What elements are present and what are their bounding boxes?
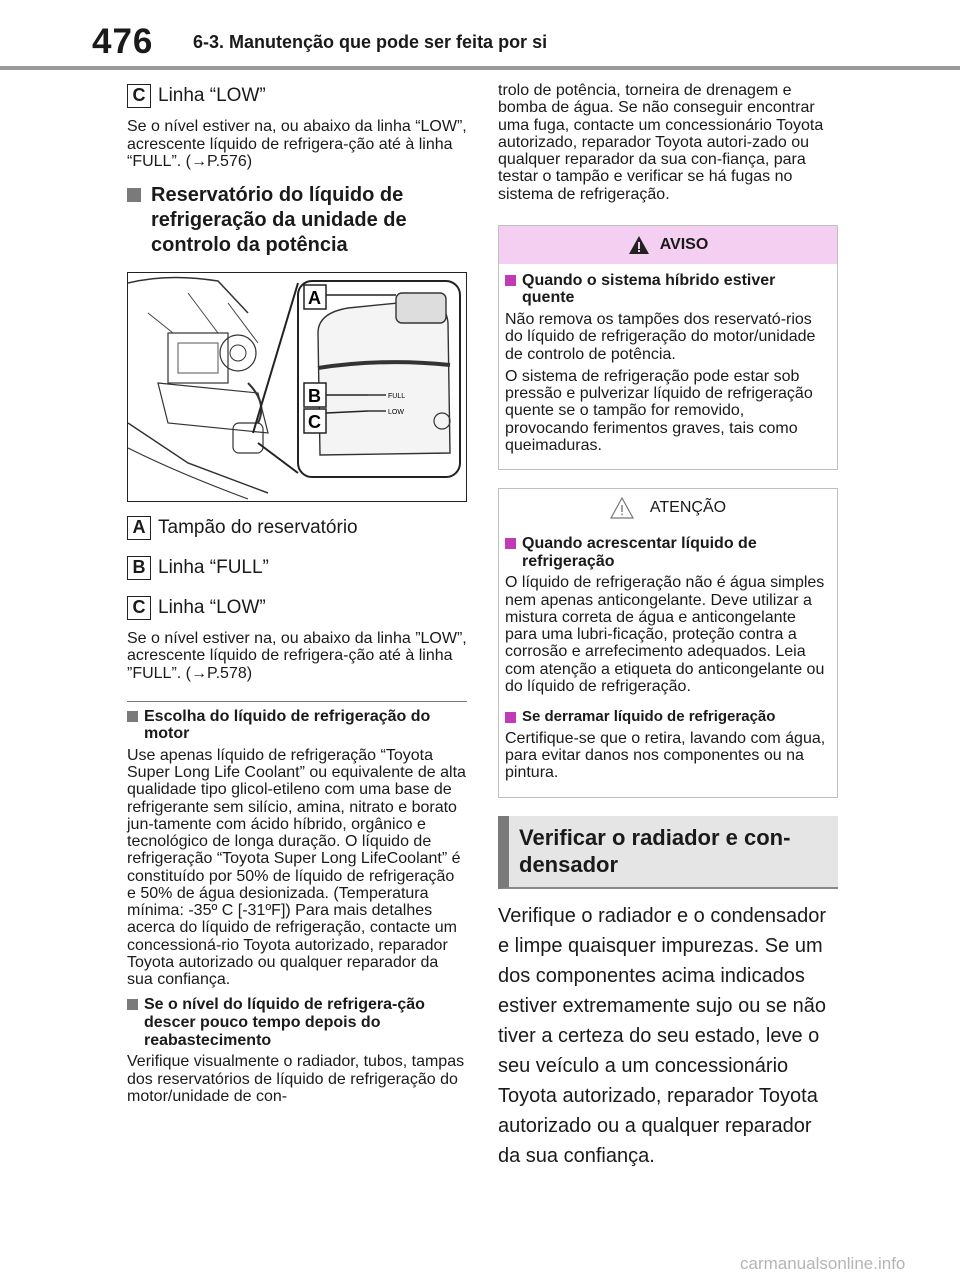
full-mark-label: FULL: [388, 392, 406, 400]
warning-title: AVISO: [659, 235, 709, 253]
low-mark-label: LOW: [388, 408, 404, 416]
figure-label-a: A: [308, 287, 321, 308]
callout-a: [127, 516, 467, 540]
coolant-choice-text: Use apenas líquido de refrigeração “Toyota Super Long Life Coolant” ou equivalente de alta qualidade tipo glicol-etileno com uma base de refrigerante sem silício, amina, nitrato e borato jun-tamente com ácido híbrido, orgânico e tecnológico de longa duração. O líquido de refrigeração “Toyota Super Long LifeCoolant” é constituído por 50% de líquido de refrigeração e 50% de água desionizada. (Temperatura mínima: -35º C [-31ºF]) Para mais detalhes acerca do líquido de refrigeração, contacte um concessioná-rio Toyota autorizado, reparador Toyota autorizado ou qualquer reparador da sua confiança.: [127, 746, 466, 989]
heading-coolant-choice: [127, 708, 467, 743]
caution-box: [498, 488, 838, 797]
badge-c: C: [127, 84, 151, 108]
badge-b: B: [127, 556, 151, 580]
square-bullet-icon: [127, 711, 138, 722]
divider: [127, 701, 467, 702]
heading-reservoir-text: Reservatório do líquido de refrigeração da unidade de controlo da potência: [151, 183, 407, 256]
callout-c: [127, 596, 467, 620]
header-rule: [0, 66, 960, 70]
heading-level-drop: [127, 996, 467, 1049]
callout-a-label: Tampão do reservatório: [158, 516, 358, 538]
square-bullet-icon: [505, 538, 516, 549]
right-column: [498, 82, 838, 1171]
square-bullet-icon: [505, 275, 516, 286]
caution-heading-1: [505, 535, 827, 570]
warning-p2: O sistema de refrigeração pode estar sob pressão e pulverizar líquido de refrigeração quente se o tampão for removido, provocando ferimentos graves, tais como queimaduras.: [505, 367, 813, 454]
caution-heading-2-text: Se derramar líquido de refrigeração: [522, 708, 776, 726]
reservoir-figure: [127, 272, 467, 502]
callout-b: [127, 556, 467, 580]
heading-coolant-choice-text: Escolha do líquido de refrigeração do motor: [144, 707, 431, 743]
heading-reservoir: [127, 183, 467, 258]
caution-heading-2: [505, 709, 827, 726]
caution-p2: Certifique-se que o retira, lavando com água, para evitar danos nos componentes ou na pintura.: [505, 729, 826, 782]
callout-c-top: [127, 84, 467, 108]
warning-heading-text: Quando o sistema híbrido estiver quente: [522, 271, 776, 307]
callout-label: Linha “LOW”: [158, 85, 266, 106]
warning-box: [498, 225, 838, 470]
continued-text: trolo de potência, torneira de drenagem e bomba de água. Se não conseguir encontrar uma fuga, contacte um concessionário Toyota autorizado, reparador Toyota autori-zado ou qualquer reparador da sua con-fiança, para testar o tampão e verificar se há fugas no sistema de refrigeração.: [498, 82, 824, 203]
radiator-text: Verifique o radiador e o condensador e limpe quaisquer impurezas. Se um dos componentes acima indicados estiver extremamente sujo ou se não tiver a certeza do seu estado, leve o seu veículo a um concessionário Toyota autorizado, reparador Toyota autorizado ou a qualquer reparador da sua confiança.: [498, 904, 827, 1167]
warning-header: [499, 226, 837, 264]
square-bullet-icon: [505, 712, 516, 723]
figure-label-c: C: [308, 411, 321, 432]
page-number: 476: [92, 22, 154, 61]
caution-heading-1-text: Quando acrescentar líquido de refrigeração: [522, 535, 757, 570]
section-title: 6-3. Manutenção que pode ser feita por si: [193, 32, 548, 52]
callout-c-label: Linha “LOW”: [158, 596, 266, 618]
left-column: [127, 84, 467, 1105]
warning-heading: [505, 272, 827, 307]
caution-body: [499, 527, 837, 796]
heading-level-drop-text: Se o nível do líquido de refrigera-ção descer pouco tempo depois do reabastecimento: [144, 996, 425, 1049]
figure-label-b: B: [308, 385, 321, 406]
square-bullet-icon: [127, 999, 138, 1010]
warning-p1: Não remova os tampões dos reservató-rios do líquido de refrigeração do motor/unidade de controlo de potência.: [505, 311, 816, 363]
callout-b-label: Linha “FULL”: [158, 556, 269, 578]
watermark: carmanualsonline.info: [740, 1254, 906, 1273]
engine-bay-illustration: [128, 273, 466, 501]
caution-header: [499, 489, 837, 527]
badge-c: C: [127, 596, 151, 620]
note-bottom: Se o nível estiver na, ou abaixo da linha ”LOW”, acrescente líquido de refrigera-ção até à linha ”FULL”. (→P.578): [127, 629, 467, 682]
warning-body: [499, 264, 837, 469]
note-top: Se o nível estiver na, ou abaixo da linha “LOW”, acrescente líquido de refrigera-ção até à linha “FULL”. (→P.576): [127, 118, 467, 171]
section-banner-radiator: Verificar o radiador e con-densador: [498, 816, 838, 889]
warning-triangle-icon: [628, 235, 650, 255]
caution-triangle-icon: [610, 497, 634, 519]
caution-p1: O líquido de refrigeração não é água simples nem apenas anticongelante. Deve utilizar a mistura correta de água e anticongelante para uma lubri-ficação, proteção contra a corrosão e arrefecimento adequados. Leia com atenção a etiqueta do anticongelante ou do líquido de refrigeração.: [505, 574, 825, 695]
caution-title: ATENÇÃO: [649, 499, 727, 517]
level-drop-text: Verifique visualmente o radiador, tubos, tampas dos reservatórios de líquido de refrigeração do motor/unidade de con-: [127, 1053, 465, 1105]
square-bullet-icon: [127, 188, 141, 202]
badge-a: A: [127, 516, 151, 540]
